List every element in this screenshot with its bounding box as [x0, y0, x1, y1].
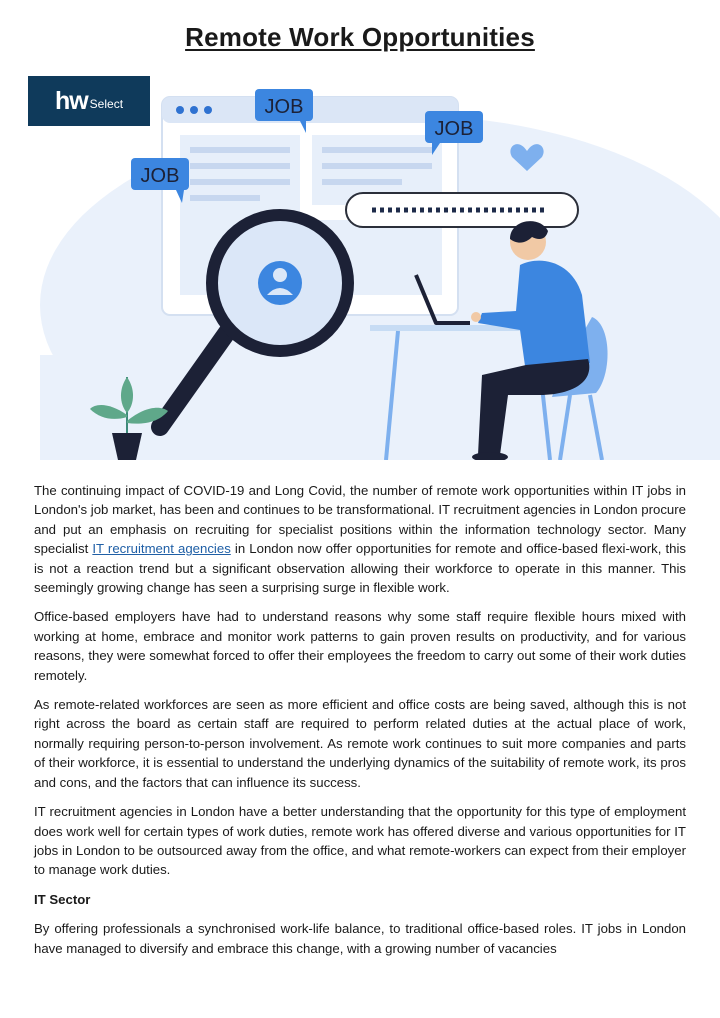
paragraph — [34, 481, 686, 597]
company-logo[interactable] — [28, 76, 150, 126]
page-title: Remote Work Opportunities — [185, 22, 535, 52]
paragraph: By offering professionals a synchronised work-life balance, to traditional office-based roles. IT jobs in London have managed to diversify and embrace this change, with a growing number of vacancies — [34, 921, 686, 956]
logo-select-text: Select — [89, 97, 124, 111]
paragraph: As remote-related workforces are seen as more efficient and office costs are being saved, although this is not right across the board as certain staff are required to perform related duties at the actual place of work, normally requiring person-to-person involvement. As remote work continues to suit more companies and parts of their workforce, it is essential to understand the underlying dynamics of the suitability of remote work, its pros and cons, and the factors that can influence its success. — [34, 697, 686, 790]
paragraph: Office-based employers have had to understand reasons why some staff require flexible hours mixed with working at home, embrace and monitor work patterns to gain proven results on productivity, and for various reasons, they were somewhat forced to offer their employees the freedom to carry out some of their work duties remotely. — [34, 609, 686, 683]
job-bubble-label: JOB — [434, 118, 474, 140]
section-heading: IT Sector — [34, 891, 91, 907]
article-body — [34, 481, 686, 968]
paragraph-text: The continuing impact of COVID-19 and Long Covid, the number of remote work opportunities within IT jobs in London's job market, has been and continues to be transformational. IT recruitment agencies in London procure and put an emphasis on recruiting for specialist positions within the information technology sector. Many specialist — [34, 483, 686, 557]
logo-hw-text: hw — [54, 86, 88, 115]
paragraph: IT recruitment agencies in London have a better understanding that the opportunity for this type of employment does work well for certain types of work duties, remote work has offered diverse and various opportunities for IT jobs in London to be outsourced away from the office, and what remote-workers can expect from their employer to manage work duties. — [34, 804, 686, 878]
job-bubble-label: JOB — [140, 165, 180, 187]
paragraph-text: in London now offer opportunities for remote and office-based flexi-work, this is not a reaction trend but a significant observation allowing their workforce to operate in this manner. This seemingly growing change has seen a surprising surge in flexible work. — [34, 541, 686, 596]
search-bar-icon — [346, 193, 578, 227]
it-recruitment-agencies-link[interactable]: IT recruitment agencies — [92, 541, 231, 557]
job-bubble-label: JOB — [264, 96, 304, 118]
